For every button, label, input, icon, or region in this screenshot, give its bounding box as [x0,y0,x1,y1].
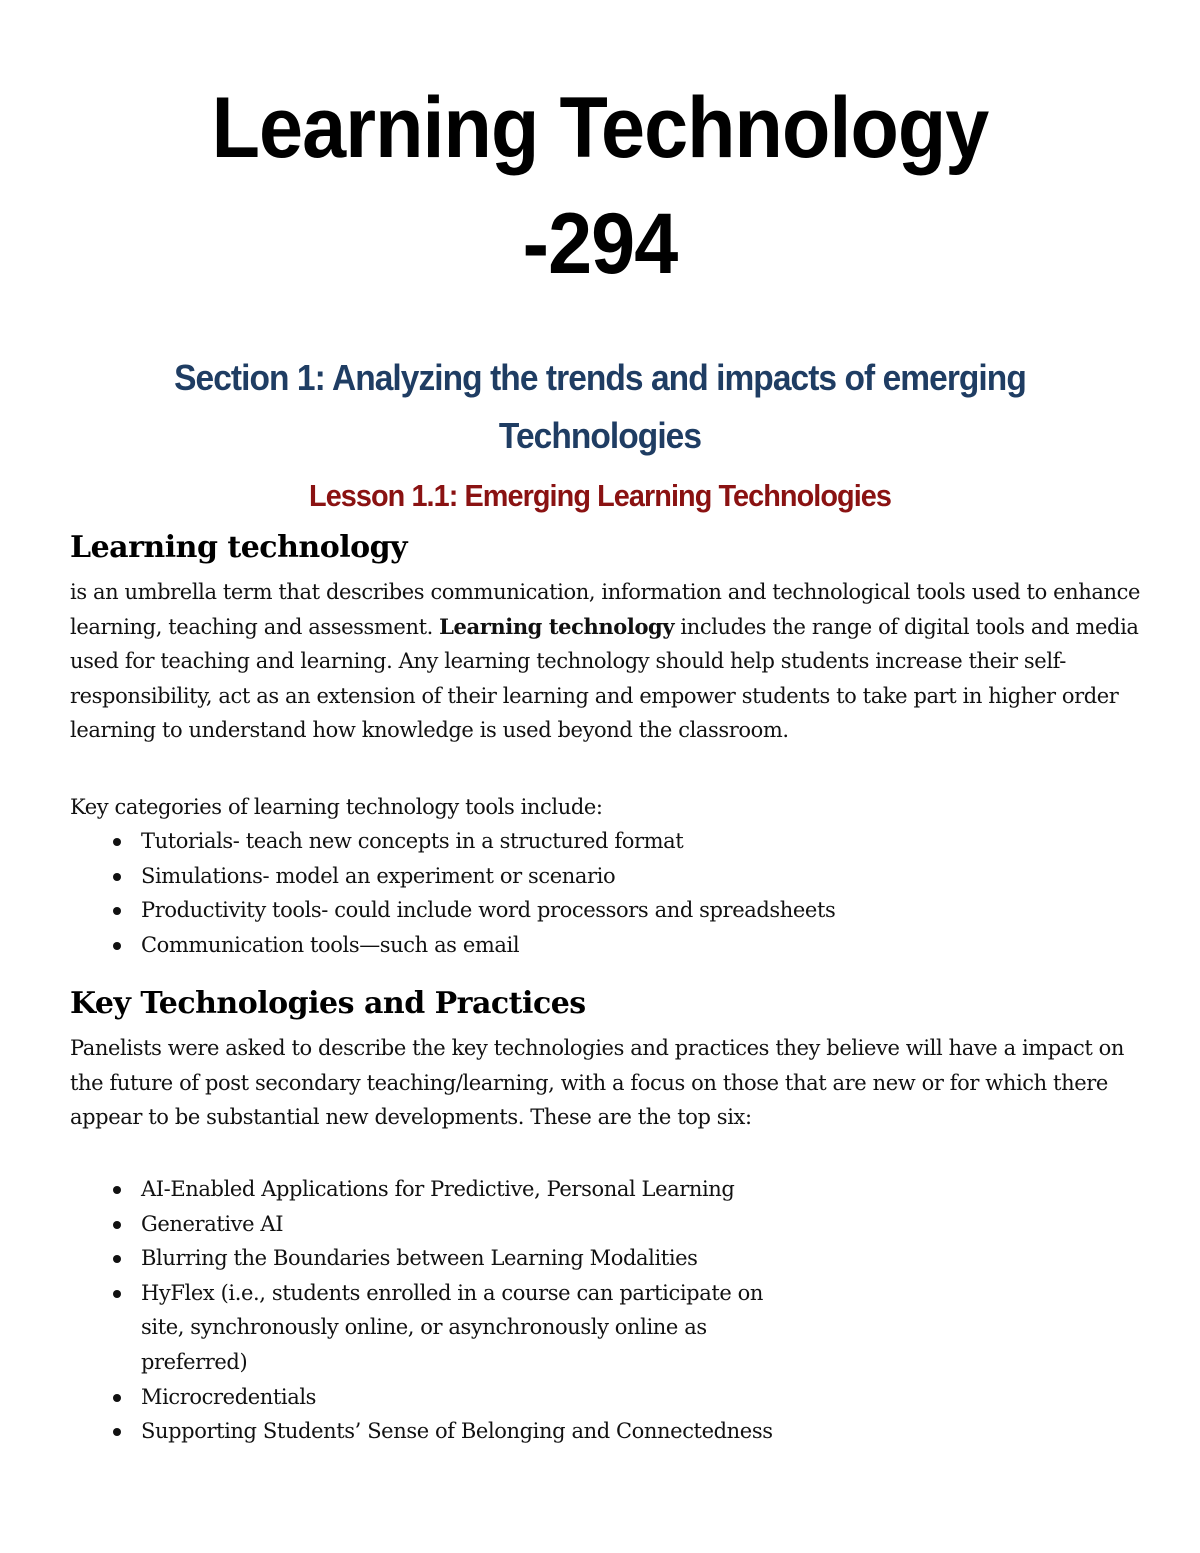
list-item-text: Communication tools—such as email [141,932,520,957]
bullet-icon [113,1221,121,1229]
bullet-icon [113,1186,121,1194]
list-item-text: Supporting Students’ Sense of Belonging and Connectedness [141,1419,773,1444]
list-item-text: AI-Enabled Applications for Predictive, Personal Learning [141,1177,735,1201]
list-item [70,859,1140,894]
bullet-icon [113,907,121,915]
section-title-line-2: Technologies [498,415,702,456]
bullet-icon [113,942,121,950]
list-item-text: HyFlex (i.e., students enrolled in a course can participate on site, synchronously online, or asynchronously online as preferred) [141,1280,764,1374]
lesson-title: Lesson 1.1: Emerging Learning Technologies [309,478,891,513]
list-item [70,928,1140,963]
list-item [70,1241,1140,1276]
paragraph-text-part-2: includes the range of digital tools and media used for teaching and learning. Any learning technology should help students increase their self-responsibility, act as an extension of their learning and empower students to take part in higher order learning to understand how knowledge is used beyond the classroom. [70,614,1139,743]
list-item [70,1276,781,1380]
bullet-icon [113,1428,121,1436]
paragraph-text-part-1: is an umbrella term that describes communication, information and technological tools used to enhance learning, teaching and assessment. [70,580,1141,639]
categories-lead-text: Key categories of learning technology tools include: [70,795,603,819]
bullet-icon [113,838,121,846]
list-item [70,1172,1140,1207]
section-title-line-1: Section 1: Analyzing the trends and impacts of emerging [174,357,1026,398]
bullet-icon [113,1255,121,1263]
key-technologies-heading: Key Technologies and Practices [70,986,586,1021]
categories-list [70,824,1140,962]
list-item-text: Generative AI [141,1211,284,1236]
list-item [70,893,1140,928]
bullet-icon [113,1394,121,1402]
key-technologies-list [70,1172,1140,1449]
list-item-text: Productivity tools- could include word processors and spreadsheets [141,898,836,923]
bullet-icon [113,873,121,881]
learning-technology-paragraph [70,575,1140,748]
bullet-icon [113,1290,121,1298]
learning-technology-heading: Learning technology [70,530,408,565]
list-item [70,824,1140,859]
list-item [70,1380,1140,1415]
list-item-text: Microcredentials [141,1384,317,1409]
document-title-line-1: Learning Technology [211,80,989,176]
list-item-text: Simulations- model an experiment or scenario [141,863,616,888]
document-title-line-2: -294 [522,196,678,292]
paragraph-bold-term: Learning technology [439,613,675,639]
key-technologies-paragraph: Panelists were asked to describe the key technologies and practices they believe will have a impact on the future of post secondary teaching/learning, with a focus on those that are new or for which there appear to be substantial new developments. These are the top six: [70,1036,1125,1130]
list-item-text: Blurring the Boundaries between Learning Modalities [141,1246,698,1271]
list-item [70,1207,1140,1242]
list-item [70,1414,781,1449]
list-item-text: Tutorials- teach new concepts in a structured format [141,829,684,853]
